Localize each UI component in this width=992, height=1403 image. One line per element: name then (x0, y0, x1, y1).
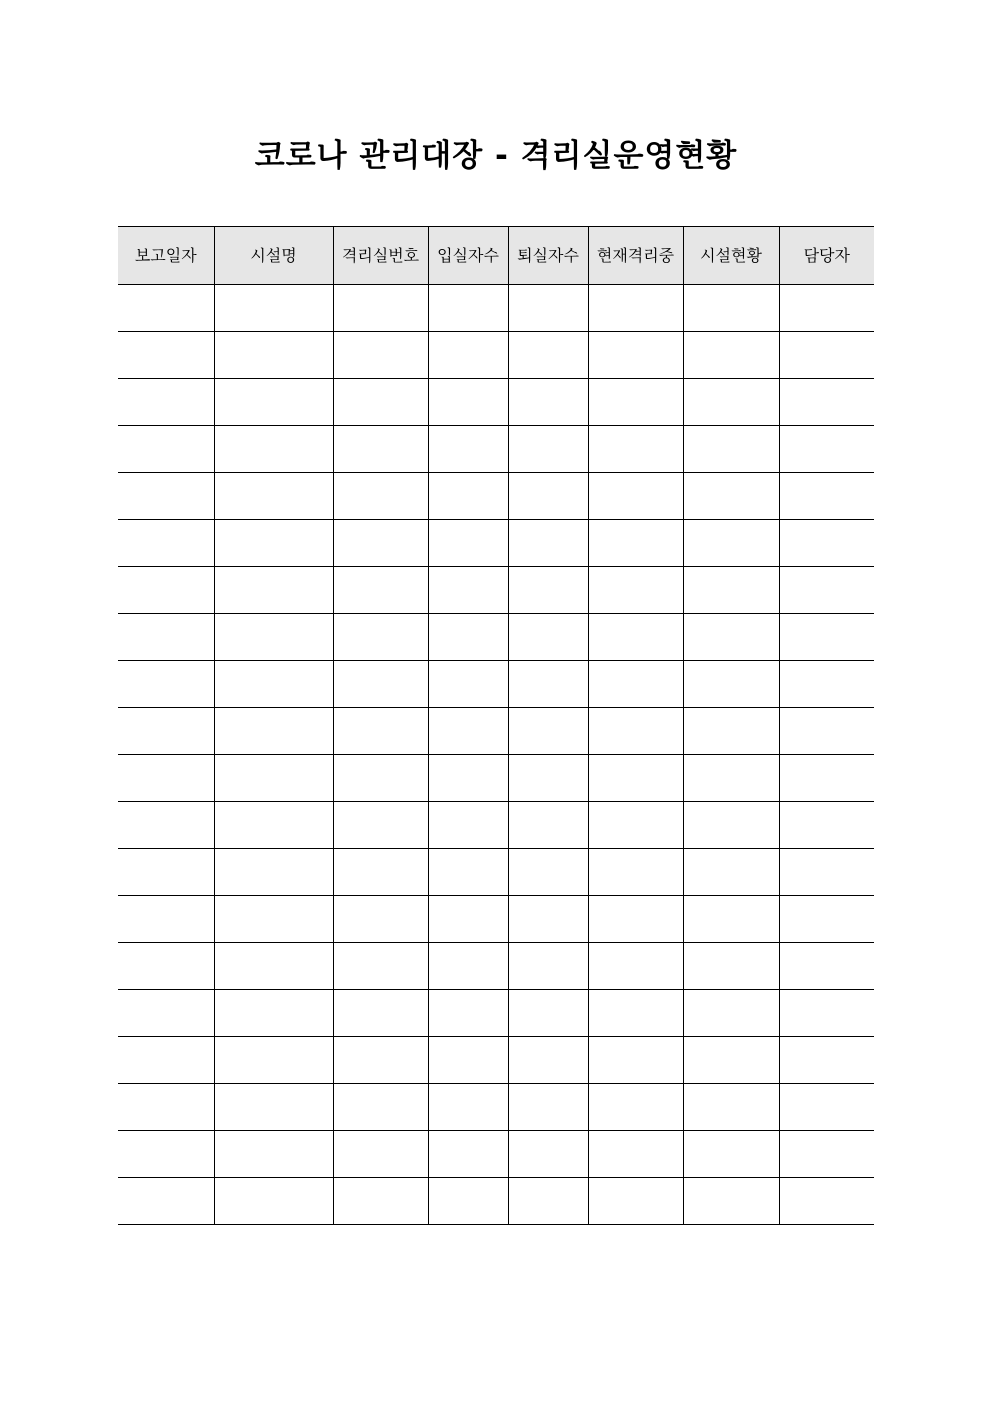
table-cell[interactable] (683, 567, 779, 614)
table-row (118, 614, 874, 661)
table-row (118, 1037, 874, 1084)
table-cell[interactable] (428, 990, 508, 1037)
table-cell[interactable] (214, 708, 333, 755)
table-cell[interactable] (683, 1084, 779, 1131)
table-row (118, 1178, 874, 1225)
table-cell[interactable] (333, 1037, 428, 1084)
table-cell[interactable] (683, 520, 779, 567)
table-cell[interactable] (118, 943, 214, 990)
table-cell[interactable] (333, 896, 428, 943)
table-cell[interactable] (683, 943, 779, 990)
table-cell[interactable] (779, 849, 874, 896)
table-cell[interactable] (683, 379, 779, 426)
table-header-row (118, 227, 874, 285)
table-row (118, 473, 874, 520)
table-cell[interactable] (214, 755, 333, 802)
table-cell[interactable] (779, 661, 874, 708)
table-cell[interactable] (428, 755, 508, 802)
table-row (118, 755, 874, 802)
table-cell[interactable] (588, 332, 683, 379)
table-cell[interactable] (508, 1084, 588, 1131)
table-cell[interactable] (118, 849, 214, 896)
table-cell[interactable] (683, 990, 779, 1037)
table-cell[interactable] (333, 520, 428, 567)
table-row (118, 332, 874, 379)
table-cell[interactable] (779, 426, 874, 473)
table-cell[interactable] (508, 1131, 588, 1178)
table-cell[interactable] (683, 708, 779, 755)
table-cell[interactable] (428, 567, 508, 614)
table-cell[interactable] (588, 943, 683, 990)
table-cell[interactable] (333, 990, 428, 1037)
table-cell[interactable] (508, 755, 588, 802)
table-cell[interactable] (779, 1131, 874, 1178)
table-cell[interactable] (333, 708, 428, 755)
table-cell[interactable] (214, 1037, 333, 1084)
table-row (118, 379, 874, 426)
table-cell[interactable] (779, 285, 874, 332)
table-cell[interactable] (508, 567, 588, 614)
table-cell[interactable] (428, 708, 508, 755)
table-cell[interactable] (588, 755, 683, 802)
table-cell[interactable] (214, 426, 333, 473)
table-cell[interactable] (118, 990, 214, 1037)
table-cell[interactable] (428, 849, 508, 896)
header-facility-name: 시설명 (214, 227, 333, 285)
table-row (118, 1084, 874, 1131)
table-cell[interactable] (333, 1084, 428, 1131)
table-cell[interactable] (508, 426, 588, 473)
table-cell[interactable] (118, 1178, 214, 1225)
table-cell[interactable] (508, 614, 588, 661)
table-cell[interactable] (118, 614, 214, 661)
table-cell[interactable] (508, 379, 588, 426)
table-cell[interactable] (508, 896, 588, 943)
table-cell[interactable] (428, 426, 508, 473)
table-cell[interactable] (214, 943, 333, 990)
table-cell[interactable] (588, 661, 683, 708)
isolation-room-ledger-table (118, 226, 874, 1225)
table-cell[interactable] (214, 285, 333, 332)
table-cell[interactable] (428, 1084, 508, 1131)
table-cell[interactable] (333, 755, 428, 802)
table-cell[interactable] (508, 943, 588, 990)
table-cell[interactable] (118, 285, 214, 332)
table-cell[interactable] (779, 1084, 874, 1131)
table-cell[interactable] (779, 567, 874, 614)
table-row (118, 802, 874, 849)
table-row (118, 520, 874, 567)
table-cell[interactable] (683, 661, 779, 708)
table-cell[interactable] (333, 1178, 428, 1225)
table-cell[interactable] (118, 520, 214, 567)
table-cell[interactable] (588, 614, 683, 661)
table-cell[interactable] (428, 1037, 508, 1084)
table-cell[interactable] (779, 379, 874, 426)
table-cell[interactable] (588, 426, 683, 473)
table-row (118, 849, 874, 896)
table-cell[interactable] (118, 332, 214, 379)
table-cell[interactable] (118, 802, 214, 849)
table-cell[interactable] (333, 802, 428, 849)
table-cell[interactable] (683, 332, 779, 379)
table-cell[interactable] (683, 849, 779, 896)
table-cell[interactable] (683, 1131, 779, 1178)
table-cell[interactable] (683, 473, 779, 520)
table-cell[interactable] (683, 755, 779, 802)
table-cell[interactable] (333, 614, 428, 661)
table-cell[interactable] (588, 849, 683, 896)
table-cell[interactable] (508, 849, 588, 896)
table-cell[interactable] (588, 1178, 683, 1225)
table-cell[interactable] (683, 1037, 779, 1084)
table-cell[interactable] (214, 1084, 333, 1131)
table-row (118, 426, 874, 473)
table-cell[interactable] (779, 802, 874, 849)
table-cell[interactable] (428, 520, 508, 567)
table-cell[interactable] (118, 567, 214, 614)
table-cell[interactable] (214, 1178, 333, 1225)
table-cell[interactable] (683, 802, 779, 849)
table-cell[interactable] (333, 849, 428, 896)
table-cell[interactable] (779, 896, 874, 943)
table-cell[interactable] (428, 379, 508, 426)
table-cell[interactable] (508, 1178, 588, 1225)
table-cell[interactable] (428, 473, 508, 520)
table-cell[interactable] (683, 896, 779, 943)
table-cell[interactable] (588, 1037, 683, 1084)
table-cell[interactable] (214, 849, 333, 896)
table-cell[interactable] (779, 520, 874, 567)
table-cell[interactable] (428, 896, 508, 943)
table-cell[interactable] (683, 614, 779, 661)
table-cell[interactable] (779, 708, 874, 755)
table-cell[interactable] (588, 896, 683, 943)
table-cell[interactable] (118, 1084, 214, 1131)
table-cell[interactable] (333, 473, 428, 520)
table-cell[interactable] (779, 990, 874, 1037)
page-title: 코로나 관리대장 - 격리실운영현황 (254, 138, 738, 174)
table-row (118, 896, 874, 943)
table-cell[interactable] (779, 473, 874, 520)
table-cell[interactable] (428, 802, 508, 849)
table-cell[interactable] (118, 426, 214, 473)
table-cell[interactable] (214, 520, 333, 567)
table-cell[interactable] (508, 520, 588, 567)
table-cell[interactable] (428, 614, 508, 661)
table-cell[interactable] (588, 708, 683, 755)
table-cell[interactable] (588, 473, 683, 520)
table-row (118, 285, 874, 332)
table-cell[interactable] (508, 1037, 588, 1084)
table-cell[interactable] (588, 379, 683, 426)
table-cell[interactable] (214, 1131, 333, 1178)
header-check-out-count: 퇴실자수 (508, 227, 588, 285)
table-cell[interactable] (333, 332, 428, 379)
table-cell[interactable] (118, 896, 214, 943)
table-cell[interactable] (118, 1037, 214, 1084)
header-manager: 담당자 (779, 227, 874, 285)
table-cell[interactable] (683, 285, 779, 332)
table-cell[interactable] (508, 332, 588, 379)
table-cell[interactable] (214, 990, 333, 1037)
table-cell[interactable] (508, 661, 588, 708)
table-cell[interactable] (214, 614, 333, 661)
table-cell[interactable] (428, 1131, 508, 1178)
header-currently-isolated: 현재격리중 (588, 227, 683, 285)
table-cell[interactable] (779, 755, 874, 802)
table-cell[interactable] (118, 755, 214, 802)
table-cell[interactable] (588, 520, 683, 567)
table-row (118, 943, 874, 990)
table-cell[interactable] (118, 473, 214, 520)
table-cell[interactable] (118, 1131, 214, 1178)
table-cell[interactable] (779, 1037, 874, 1084)
header-isolation-room-number: 격리실번호 (333, 227, 428, 285)
table-cell[interactable] (588, 802, 683, 849)
table-cell[interactable] (333, 661, 428, 708)
table-cell[interactable] (779, 1178, 874, 1225)
table-cell[interactable] (428, 943, 508, 990)
table-cell[interactable] (779, 614, 874, 661)
table-cell[interactable] (214, 802, 333, 849)
table-cell[interactable] (588, 567, 683, 614)
table-cell[interactable] (333, 379, 428, 426)
header-check-in-count: 입실자수 (428, 227, 508, 285)
table-cell[interactable] (214, 332, 333, 379)
table-cell[interactable] (588, 990, 683, 1037)
table-cell[interactable] (588, 1084, 683, 1131)
table-cell[interactable] (333, 567, 428, 614)
table-cell[interactable] (588, 285, 683, 332)
table-cell[interactable] (428, 285, 508, 332)
table-row (118, 990, 874, 1037)
table-cell[interactable] (214, 896, 333, 943)
table-cell[interactable] (428, 661, 508, 708)
table-cell[interactable] (508, 990, 588, 1037)
table-cell[interactable] (779, 943, 874, 990)
table-cell[interactable] (508, 708, 588, 755)
table-cell[interactable] (508, 802, 588, 849)
header-report-date: 보고일자 (118, 227, 214, 285)
table-cell[interactable] (683, 426, 779, 473)
table-cell[interactable] (428, 332, 508, 379)
table-row (118, 567, 874, 614)
table-cell[interactable] (333, 426, 428, 473)
table-cell[interactable] (779, 332, 874, 379)
table-row (118, 661, 874, 708)
table-cell[interactable] (333, 943, 428, 990)
table-cell[interactable] (118, 708, 214, 755)
header-facility-status: 시설현황 (683, 227, 779, 285)
table-cell[interactable] (333, 285, 428, 332)
table-row (118, 708, 874, 755)
table-body (118, 285, 874, 1225)
table-cell[interactable] (118, 661, 214, 708)
table-cell[interactable] (214, 567, 333, 614)
table-cell[interactable] (588, 1131, 683, 1178)
table-cell[interactable] (508, 473, 588, 520)
table-cell[interactable] (333, 1131, 428, 1178)
table-cell[interactable] (214, 379, 333, 426)
table-cell[interactable] (214, 473, 333, 520)
table-cell[interactable] (214, 661, 333, 708)
table-cell[interactable] (118, 379, 214, 426)
table-row (118, 1131, 874, 1178)
table-cell[interactable] (683, 1178, 779, 1225)
table-cell[interactable] (508, 285, 588, 332)
table-cell[interactable] (428, 1178, 508, 1225)
